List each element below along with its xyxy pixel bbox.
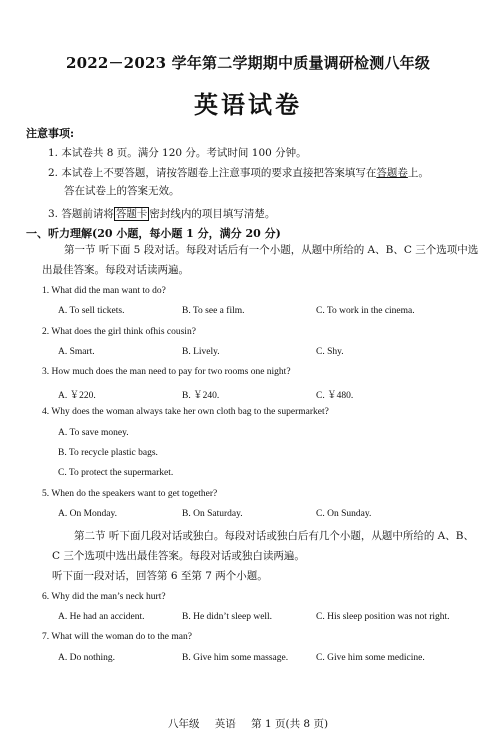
part2-instructions-line3: 听下面一段对话，回答第 6 至第 7 两个小题。 — [52, 570, 268, 582]
question-7: 7. What will the woman do to the man? — [42, 632, 192, 642]
q3-option-b: B. ￥240. — [182, 391, 220, 401]
q5-option-a: A. On Monday. — [58, 509, 118, 519]
page-footer — [0, 716, 496, 731]
notice-item-2 — [48, 165, 429, 180]
q4-option-a: A. To save money. — [58, 428, 129, 438]
question-3: 3. How much does the man need to pay for two rooms one night? — [42, 367, 291, 377]
notice-item-2-pre: 2. 本试卷上不要答题，请按答题卷上注意事项的要求直接把答案填写在 — [48, 167, 377, 179]
notice-heading: 注意事项: — [26, 127, 75, 140]
q4-option-b: B. To recycle plastic bags. — [58, 448, 158, 458]
q1-option-b: B. To see a film. — [182, 306, 245, 316]
answer-card-box: 答题卡 — [115, 208, 148, 220]
q6-option-b: B. He didn’t sleep well. — [182, 612, 273, 622]
question-6: 6. Why did the man’s neck hurt? — [42, 592, 166, 602]
part1-instructions-line1: 第一节 听下面 5 段对话。每段对话后有一个小题，从题中所给的 A、B、C 三个选项中选 — [64, 244, 479, 256]
q6-option-a: A. He had an accident. — [58, 612, 145, 622]
question-4: 4. Why does the woman always take her own cloth bag to the supermarket? — [42, 407, 329, 417]
q7-option-a: A. Do nothing. — [58, 653, 115, 663]
q2-option-a: A. Smart. — [58, 347, 95, 357]
notice-item-2-post: 上。 — [407, 167, 429, 179]
exam-title: 2022－2023 学年第二学期期中质量调研检测八年级 — [65, 54, 431, 72]
notice-item-2-cont: 答在试卷上的答案无效。 — [64, 185, 180, 197]
q5-option-b: B. On Saturday. — [182, 509, 243, 519]
question-1: 1. What did the man want to do? — [42, 286, 166, 296]
q2-option-c: C. Shy. — [316, 347, 344, 357]
q1-option-c: C. To work in the cinema. — [316, 306, 415, 316]
notice-item-3-post: 密封线内的项目填写清楚。 — [149, 208, 276, 220]
exam-subtitle: 英语试卷 — [194, 90, 302, 119]
answer-sheet-text: 答题卷 — [376, 167, 408, 179]
q7-option-c: C. Give him some medicine. — [316, 653, 425, 663]
part1-instructions-line2: 出最佳答案。每段对话读两遍。 — [42, 264, 189, 276]
q1-option-a: A. To sell tickets. — [58, 306, 125, 316]
part2-instructions-line1: 第二节 听下面几段对话或独白。每段对话或独白后有几个小题，从题中所给的 A、B、 — [74, 530, 474, 542]
q3-option-a: A. ￥220. — [58, 391, 96, 401]
notice-item-1: 1. 本试卷共 8 页。满分 120 分。考试时间 100 分钟。 — [48, 147, 307, 159]
footer-subject: 英语 — [214, 718, 236, 730]
section-heading: 一、听力理解(20 小题，每小题 1 分，满分 20 分) — [26, 227, 281, 240]
q7-option-b: B. Give him some massage. — [182, 653, 289, 663]
footer-grade: 八年级 — [167, 718, 200, 730]
q3-option-c: C. ￥480. — [316, 391, 354, 401]
q2-option-b: B. Lively. — [182, 347, 220, 357]
notice-item-3-pre: 3. 答题前请将 — [48, 208, 114, 220]
part2-instructions-line2: C 三个选项中选出最佳答案。每段对话或独白读两遍。 — [52, 550, 305, 562]
q5-option-c: C. On Sunday. — [316, 509, 372, 519]
question-5: 5. When do the speakers want to get together? — [42, 489, 218, 499]
q6-option-c: C. His sleep position was not right. — [316, 612, 450, 622]
q4-option-c: C. To protect the supermarket. — [58, 468, 174, 478]
question-2: 2. What does the girl think ofhis cousin? — [42, 327, 196, 337]
notice-item-3 — [48, 206, 275, 221]
footer-page-number: 第 1 页(共 8 页) — [251, 718, 329, 730]
